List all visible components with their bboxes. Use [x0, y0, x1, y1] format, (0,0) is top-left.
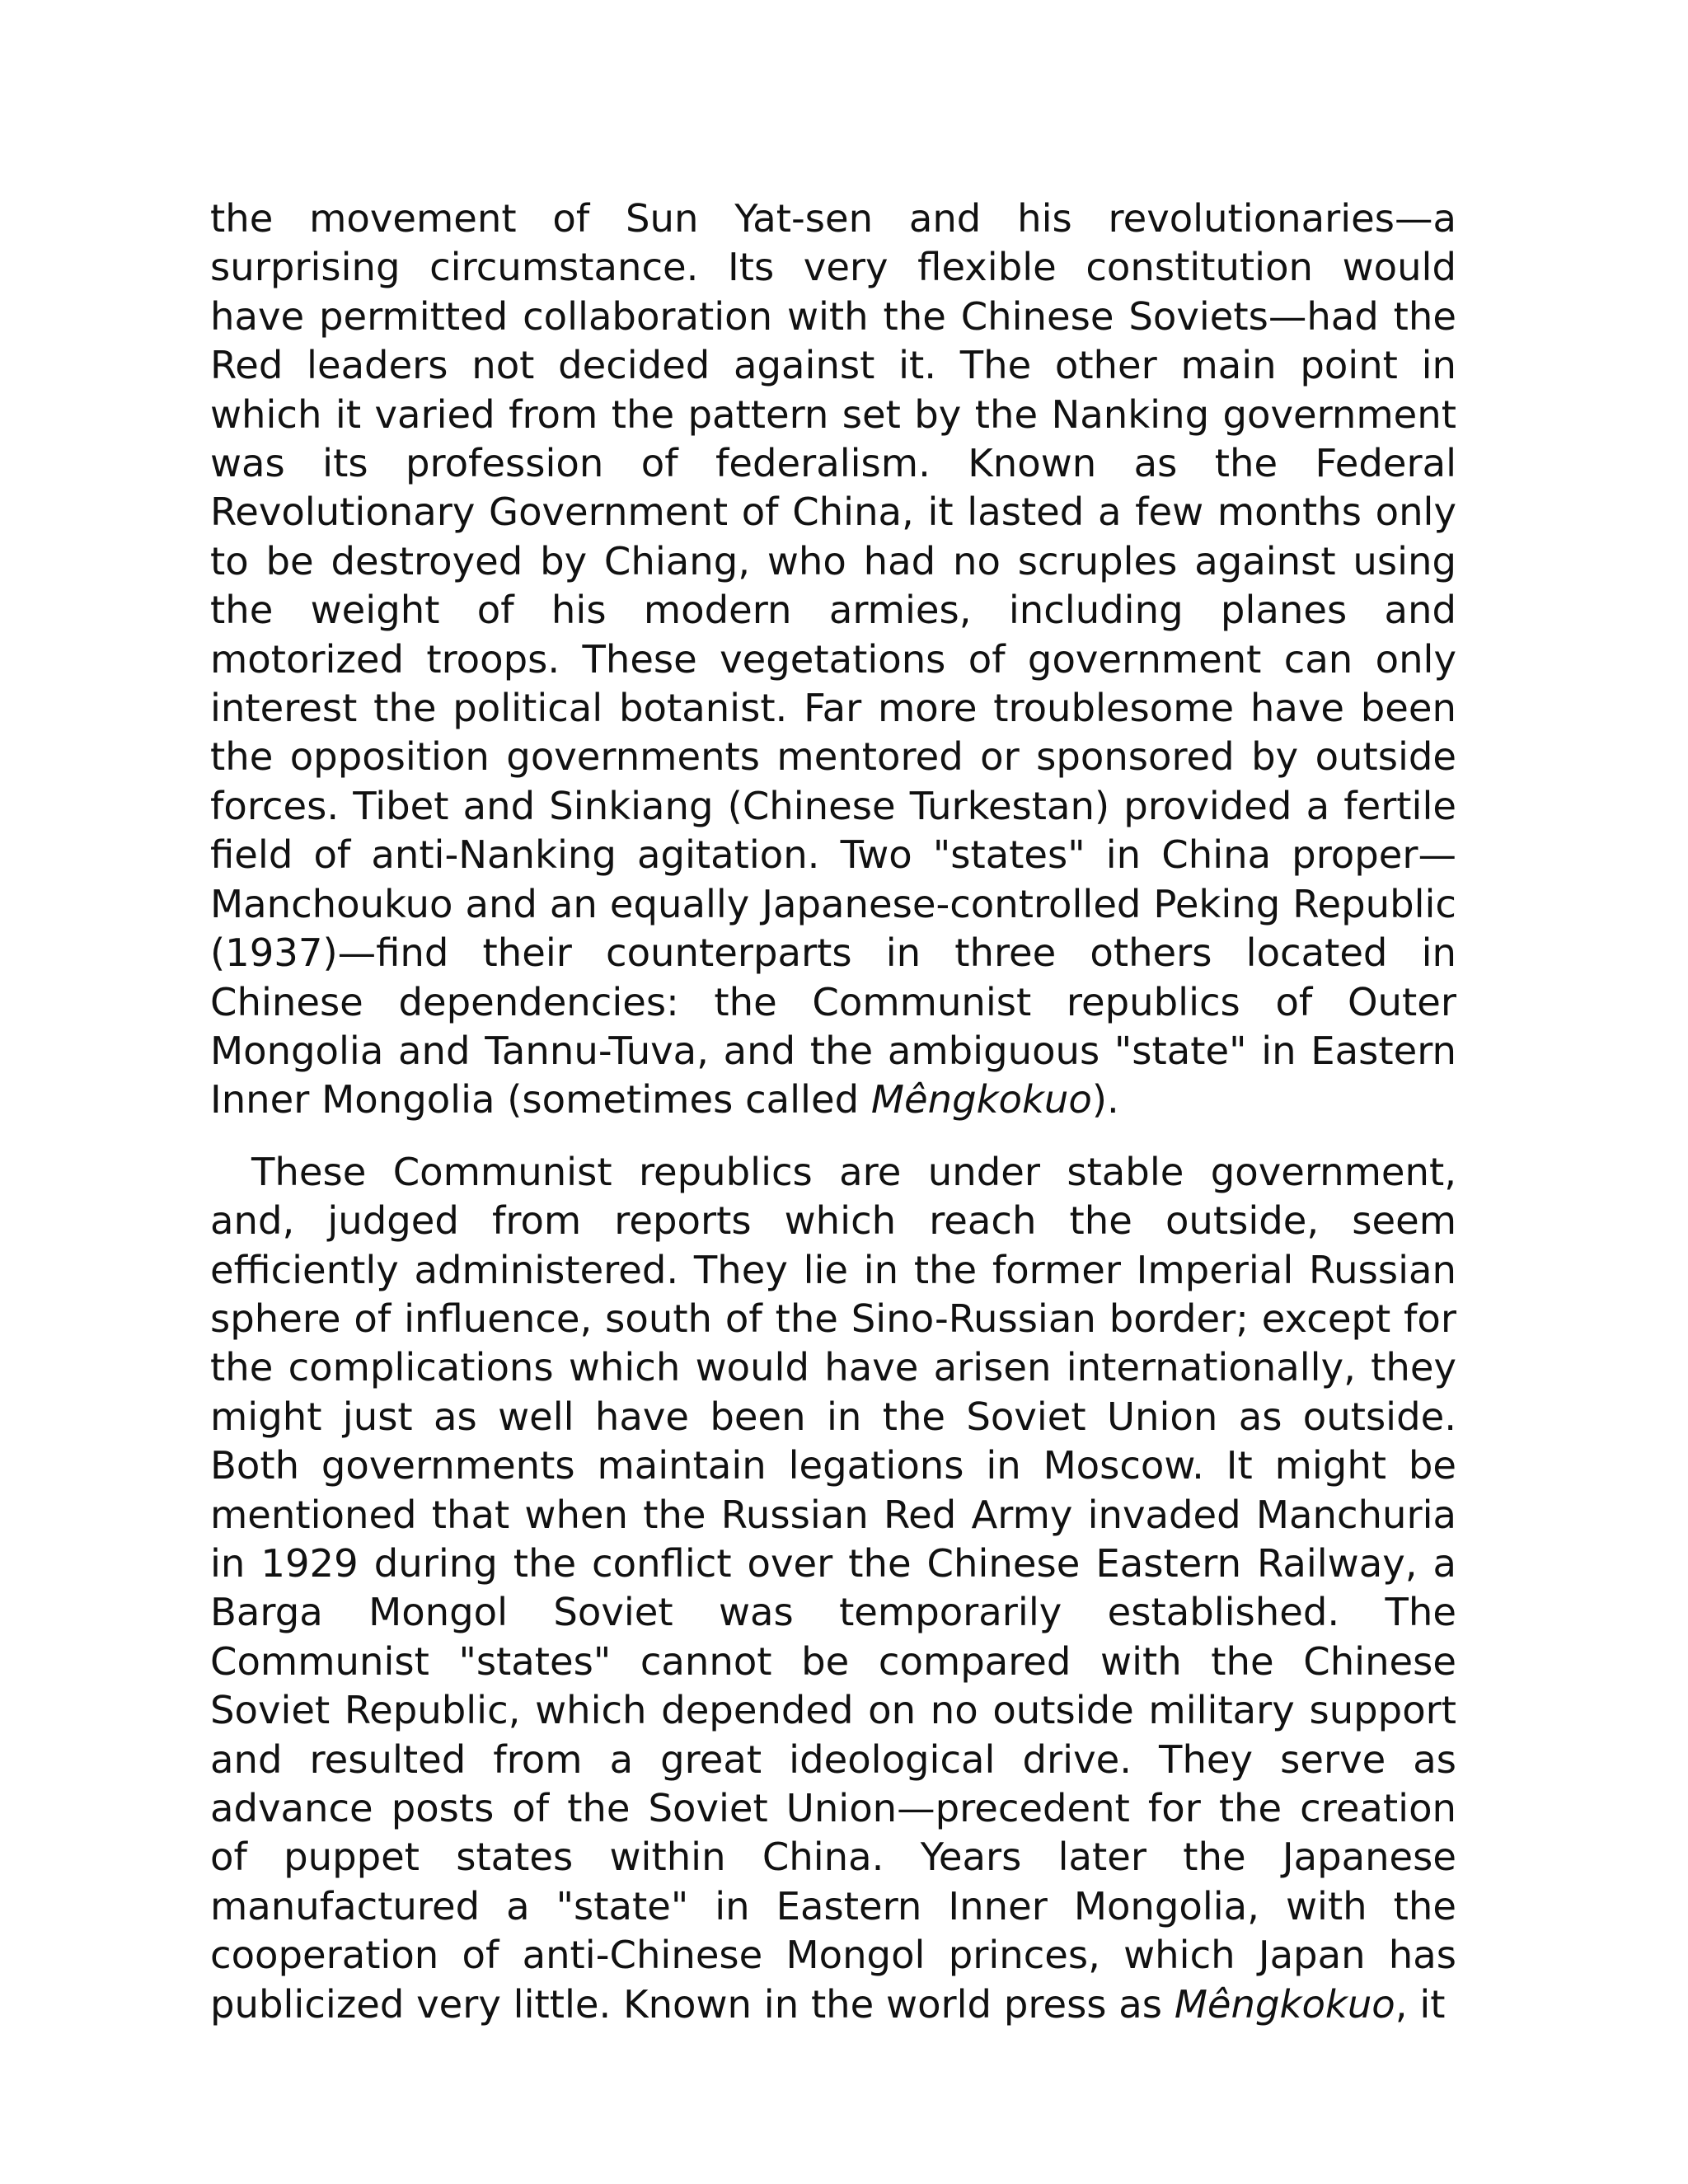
document-page — [210, 194, 1456, 2029]
paragraph-1 — [210, 194, 1456, 1125]
paragraph-2 — [210, 1148, 1456, 2029]
paragraph-1-ending: ). — [1091, 1077, 1119, 1122]
paragraph-2-text: These Communist republics are under stable government, and, judged from reports which reach the outside, seem efficiently administered. They lie in the former Imperial Russian sphere of influence, south of the Sino-Russian border; except for the complications which would have arisen internationally, they might just as well have been in the Soviet Union as outside. Both governments maintain legations in Moscow. It might be mentioned that when the Russian Red Army invaded Manchuria in 1929 during the conflict over the Chinese Eastern Railway, a Barga Mongol Soviet was temporarily established. The Communist "states" cannot be compared with the Chinese Soviet Republic, which depended on no outside military support and resulted from a great ideological drive. They serve as advance posts of the Soviet Union—precedent for the creation of puppet states within China. Years later the Japanese manufactured a "state" in Eastern Inner Mongolia, with the cooperation of anti-Chinese Mongol princes, which Japan has publicized very little. Known in the world press as — [210, 1149, 1456, 2027]
paragraph-2-ending: , it — [1395, 1981, 1446, 2027]
paragraph-1-text: the movement of Sun Yat-sen and his revolutionaries—a surprising circumstance. Its very flexible constitution would have permitted collaboration with the Chinese Soviets—had the Red leaders not decided against it. The other main point in which it varied from the pattern set by the Nanking government was its profession of federalism. Known as the Federal Revolutionary Government of China, it lasted a few months only to be destroyed by Chiang, who had no scruples against using the weight of his modern armies, including planes and motorized troops. These vegetations of government can only interest the political botanist. Far more troublesome have been the opposition governments mentored or sponsored by outside forces. Tibet and Sinkiang (Chinese Turkestan) provided a fertile field of anti-Nanking agitation. Two "states" in China proper— Manchoukuo and an equally Japanese-controlled Peking Republic (1937)—find their counterparts in three others located in Chinese dependencies: the Communist republics of Outer Mongolia and Tannu-Tuva, and the ambiguous "state" in Eastern Inner Mongolia (sometimes called — [210, 196, 1456, 1122]
paragraph-1-italic-term: Mêngkokuo — [870, 1077, 1092, 1122]
paragraph-2-italic-term: Mêngkokuo — [1174, 1981, 1395, 2027]
